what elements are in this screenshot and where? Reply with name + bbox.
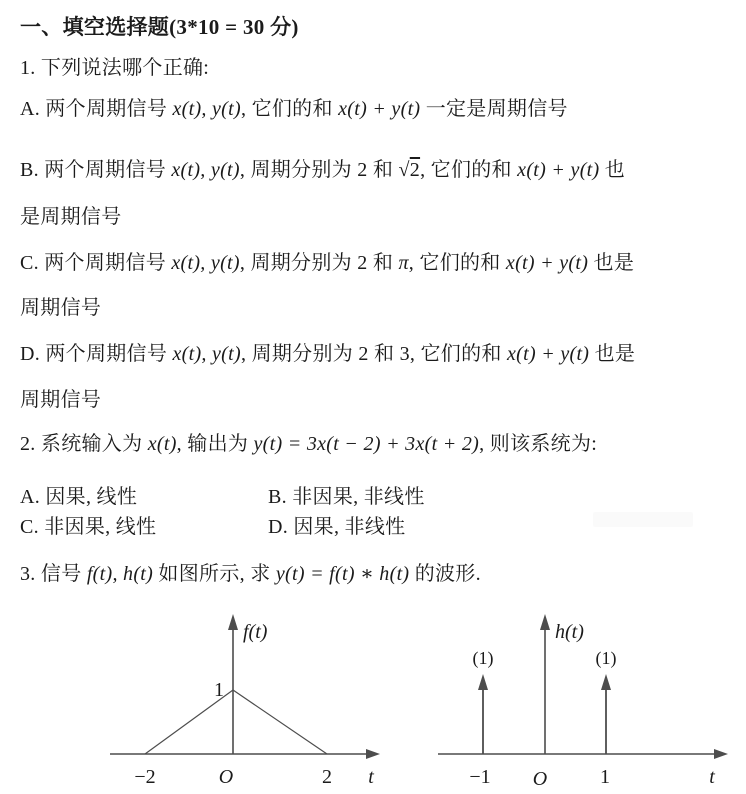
h-tick-neg1: −1 — [469, 766, 491, 788]
h-impulse-neg1-arrow-icon — [478, 674, 488, 690]
q2-stem: 2. 系统输入为 x(t), 输出为 y(t) = 3x(t − 2) + 3x(t + 2), 则该系统为: — [20, 433, 598, 455]
h-y-axis-arrow-icon — [540, 614, 550, 630]
q1-stem: 1. 下列说法哪个正确: — [20, 57, 210, 79]
f-peak-value-label: 1 — [214, 679, 224, 701]
h-ylabel: h(t) — [555, 621, 584, 643]
q2-option-c: C. 非因果, 线性 — [20, 516, 157, 538]
q1-option-c-line2: 周期信号 — [20, 297, 102, 319]
h-x-axis-arrow-icon — [714, 749, 728, 759]
q1-option-b-line2: 是周期信号 — [20, 206, 122, 228]
section-title: 一、填空选择题(3*10 = 30 分) — [20, 15, 299, 39]
f-y-axis-arrow-icon — [228, 614, 238, 630]
h-impulse-pos1-weight: (1) — [595, 648, 617, 668]
f-xlabel: t — [368, 766, 374, 788]
q1-option-b-line1: B. 两个周期信号 x(t), y(t), 周期分别为 2 和 √2, 它们的和 x(t) + y(t) 也 — [20, 159, 626, 181]
f-x-axis-arrow-icon — [366, 749, 380, 759]
f-origin-label: O — [218, 766, 234, 788]
h-xlabel: t — [709, 766, 715, 788]
q3-stem: 3. 信号 f(t), h(t) 如图所示, 求 y(t) = f(t) ∗ h(t) 的波形. — [20, 563, 481, 585]
h-impulse-neg1-weight: (1) — [472, 648, 494, 668]
f-ylabel: f(t) — [243, 621, 268, 643]
f-triangle-waveform — [145, 690, 327, 754]
f-signal-figure — [88, 606, 388, 792]
q1-option-c-line1: C. 两个周期信号 x(t), y(t), 周期分别为 2 和 π, 它们的和 x(t) + y(t) 也是 — [20, 252, 635, 274]
scan-artifact-smudge — [593, 512, 693, 527]
q2-option-a: A. 因果, 线性 — [20, 486, 138, 508]
q1-option-d-line1: D. 两个周期信号 x(t), y(t), 周期分别为 2 和 3, 它们的和 x(t) + y(t) 也是 — [20, 343, 636, 365]
q2-option-d: D. 因果, 非线性 — [268, 516, 406, 538]
h-origin-label: O — [532, 768, 548, 790]
q1-option-a: A. 两个周期信号 x(t), y(t), 它们的和 x(t) + y(t) 一定是周期信号 — [20, 98, 568, 120]
q2-option-b: B. 非因果, 非线性 — [268, 486, 425, 508]
h-signal-figure — [420, 606, 742, 792]
q1-option-d-line2: 周期信号 — [20, 389, 102, 411]
f-tick-pos2: 2 — [322, 766, 332, 788]
h-impulse-pos1-arrow-icon — [601, 674, 611, 690]
h-tick-pos1: 1 — [600, 766, 610, 788]
f-tick-neg2: −2 — [134, 766, 156, 788]
